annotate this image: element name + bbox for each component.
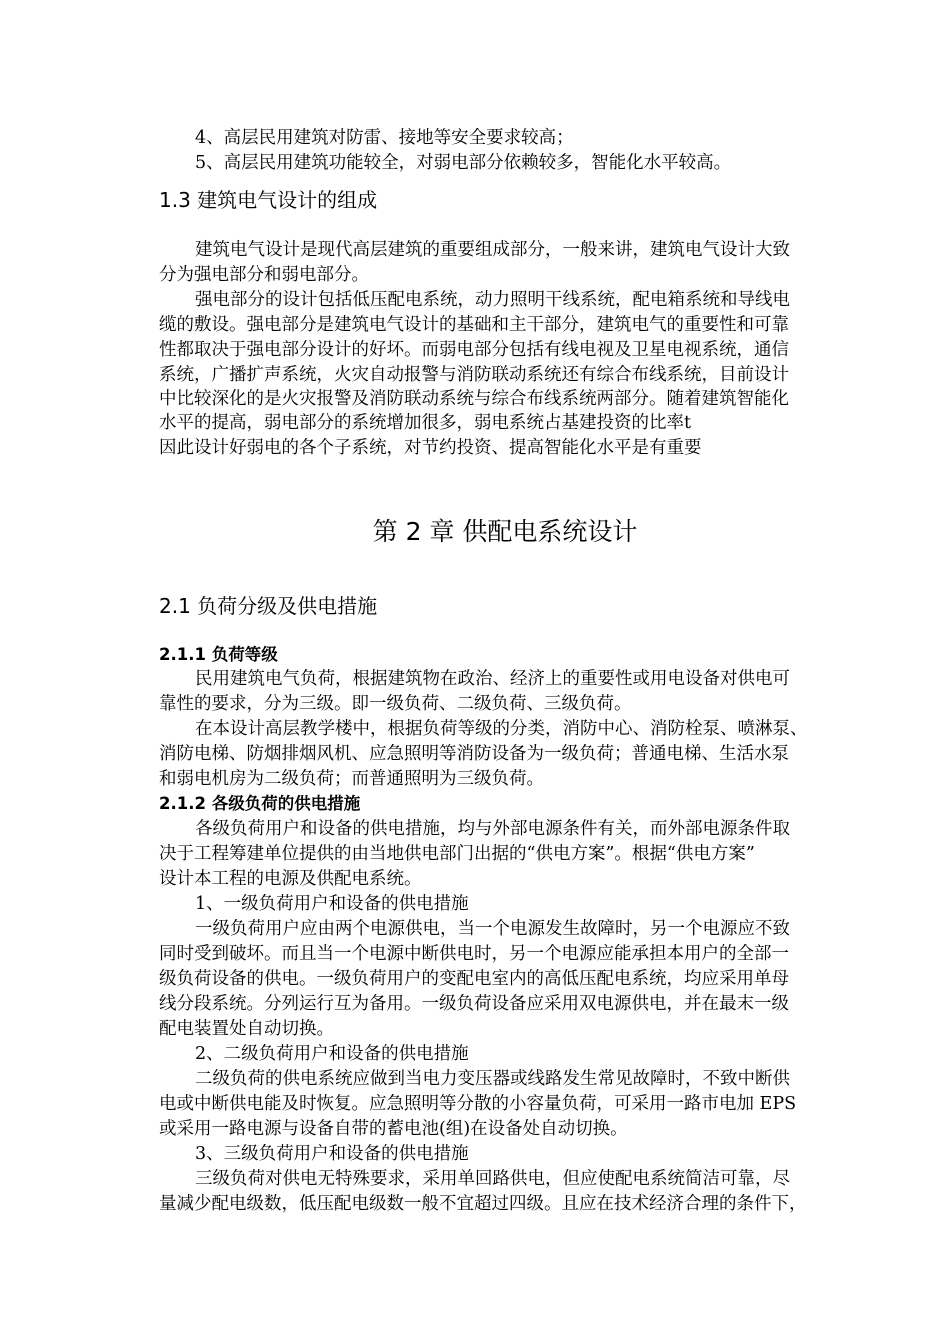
paragraph-line: 级负荷设备的供电。一级负荷用户的变配电室内的高低压配电系统，均应采用单母 bbox=[159, 969, 789, 989]
subsection-heading-2-1-2: 2.1.2 各级负荷的供电措施 bbox=[159, 794, 361, 813]
section-heading-2-1: 2.1 负荷分级及供电措施 bbox=[159, 594, 378, 618]
paragraph-line: 线分段系统。分列运行互为备用。一级负荷设备应采用双电源供电，并在最末一级 bbox=[159, 994, 789, 1014]
paragraph-line: 因此设计好弱电的各个子系统，对节约投资、提高智能化水平是有重要 bbox=[159, 438, 702, 458]
paragraph-line: 靠性的要求，分为三级。即一级负荷、二级负荷、三级负荷。 bbox=[159, 694, 632, 714]
paragraph-line: 各级负荷用户和设备的供电措施，均与外部电源条件有关，而外部电源条件取 bbox=[195, 819, 790, 839]
paragraph-line: 中比较深化的是火灾报警及消防联动系统与综合布线系统两部分。随着建筑智能化 bbox=[159, 389, 789, 409]
subsection-heading-2-1-1: 2.1.1 负荷等级 bbox=[159, 645, 278, 664]
paragraph-line: 决于工程筹建单位提供的由当地供电部门出据的“供电方案”。根据“供电方案” bbox=[159, 844, 755, 864]
paragraph-line: 三级负荷对供电无特殊要求，采用单回路供电，但应使配电系统简洁可靠，尽 bbox=[195, 1169, 790, 1189]
paragraph-line: 分为强电部分和弱电部分。 bbox=[159, 265, 369, 285]
paragraph-line: 同时受到破坏。而且当一个电源中断供电时，另一个电源应能承担本用户的全部一 bbox=[159, 944, 789, 964]
list-item-title: 1、一级负荷用户和设备的供电措施 bbox=[195, 894, 469, 914]
section-heading-1-3: 1.3 建筑电气设计的组成 bbox=[159, 188, 378, 212]
list-item-5: 5、高层民用建筑功能较全，对弱电部分依赖较多，智能化水平较高。 bbox=[195, 153, 732, 173]
paragraph-line: 强电部分的设计包括低压配电系统，动力照明干线系统，配电箱系统和导线电 bbox=[195, 290, 790, 310]
paragraph-line: 性都取决于强电部分设计的好坏。而弱电部分包括有线电视及卫星电视系统，通信 bbox=[159, 340, 789, 360]
list-item-title: 2、二级负荷用户和设备的供电措施 bbox=[195, 1044, 469, 1064]
paragraph-line: 建筑电气设计是现代高层建筑的重要组成部分，一般来讲，建筑电气设计大致 bbox=[195, 240, 790, 260]
chapter-title: 第 2 章 供配电系统设计 bbox=[372, 517, 638, 546]
paragraph-line: 或采用一路电源与设备自带的蓄电池(组)在设备处自动切换。 bbox=[159, 1119, 628, 1139]
paragraph-line: 在本设计高层教学楼中，根据负荷等级的分类，消防中心、消防栓泵、喷淋泵、 bbox=[195, 719, 808, 739]
paragraph-line: 二级负荷的供电系统应做到当电力变压器或线路发生常见故障时，不致中断供 bbox=[195, 1069, 790, 1089]
list-item-4: 4、高层民用建筑对防雷、接地等安全要求较高； bbox=[195, 128, 574, 148]
paragraph-line: 和弱电机房为二级负荷；而普通照明为三级负荷。 bbox=[159, 769, 544, 789]
list-item-title: 3、三级负荷用户和设备的供电措施 bbox=[195, 1144, 469, 1164]
paragraph-line: 消防电梯、防烟排烟风机、应急照明等消防设备为一级负荷；普通电梯、生活水泵 bbox=[159, 744, 789, 764]
paragraph-line: 民用建筑电气负荷，根据建筑物在政治、经济上的重要性或用电设备对供电可 bbox=[195, 669, 790, 689]
paragraph-line: 系统，广播扩声系统，火灾自动报警与消防联动系统还有综合布线系统，目前设计 bbox=[159, 365, 789, 385]
paragraph-line: 一级负荷用户应由两个电源供电，当一个电源发生故障时，另一个电源应不致 bbox=[195, 919, 790, 939]
paragraph-line: 电或中断供电能及时恢复。应急照明等分散的小容量负荷，可采用一路市电加 EPS bbox=[159, 1094, 797, 1114]
paragraph-line: 量减少配电级数，低压配电级数一般不宜超过四级。且应在技术经济合理的条件下， bbox=[159, 1194, 807, 1214]
paragraph-line: 设计本工程的电源及供配电系统。 bbox=[159, 869, 422, 889]
paragraph-line: 水平的提高，弱电部分的系统增加很多，弱电系统占基建投资的比率t bbox=[159, 413, 692, 433]
paragraph-line: 缆的敷设。强电部分是建筑电气设计的基础和主干部分，建筑电气的重要性和可靠 bbox=[159, 315, 789, 335]
paragraph-line: 配电装置处自动切换。 bbox=[159, 1019, 334, 1039]
